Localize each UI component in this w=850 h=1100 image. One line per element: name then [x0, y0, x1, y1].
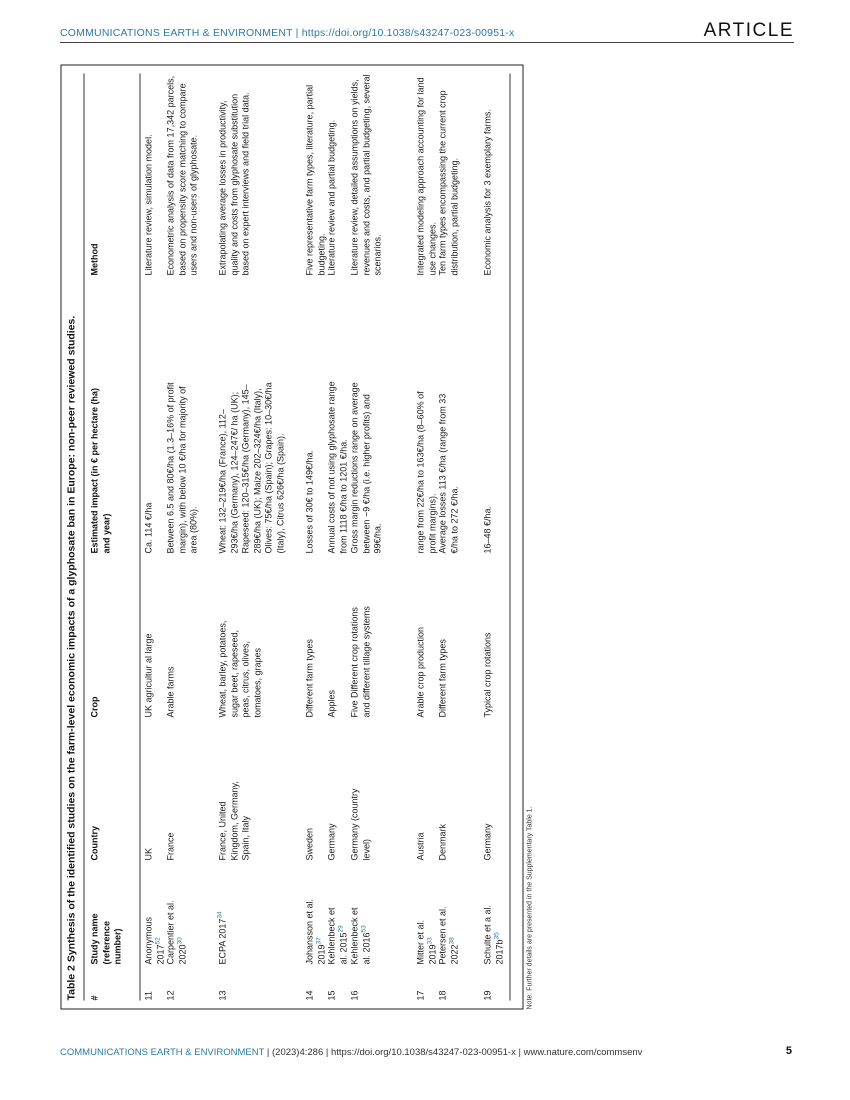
- reference-link[interactable]: 33: [425, 936, 433, 944]
- crop: Different farm types: [437, 638, 447, 717]
- column-header-study: Study name (reference number): [89, 912, 122, 964]
- reference-link[interactable]: 38: [447, 936, 455, 944]
- column-header-crop: Crop: [89, 696, 99, 717]
- country: Germany (country level): [349, 787, 371, 860]
- crop: Arable crop production: [415, 626, 425, 717]
- study-name: ECPA 2017$^{34}$: [216, 910, 227, 964]
- crop: Five Different crop rotations and different tillage systems: [349, 605, 371, 717]
- column-header-country: Country: [89, 825, 99, 860]
- crop: Typical crop rotations: [482, 631, 492, 717]
- footer-citation: | (2023)4:286 | https://doi.org/10.1038/s43247-023-00951-x | www.nature.com/commsenv: [264, 1047, 643, 1058]
- study-name: Kehlenbeck et al. 2016$^{53}$: [349, 906, 371, 964]
- column-header-impact: Estimated impact (in € per hectare (ha) and year): [89, 387, 111, 553]
- reference-link[interactable]: 37: [314, 936, 322, 944]
- estimated-impact: Losses of 30€ to 149€/ha.: [304, 449, 314, 553]
- study-name: Carpentier et al. 2020$^{30}$: [165, 899, 187, 964]
- study-name: Schulte et a al. 2017b$^{35}$: [482, 904, 504, 964]
- row-number: 14: [304, 989, 314, 1000]
- country: Austria: [415, 831, 425, 860]
- estimated-impact: Between 6.5 and 80€/ha (1.3–16% of profit margin), with below 10 €/ha for majority of area (80%).: [165, 381, 198, 553]
- method: Economic analysis for 3 exemplary farms.: [482, 108, 492, 275]
- method: Literature review, simulation model.: [143, 133, 153, 275]
- method: Extrapolating average losses in productivity, quality and costs from glyphosate substitution based on expert interviews and field trial data.: [217, 91, 250, 275]
- country: Denmark: [437, 823, 447, 860]
- estimated-impact: Gross margin reductions range on average between −9 €/ha (i.e. higher profits) and 99€/ha.: [349, 381, 382, 553]
- column-header-number: #: [89, 994, 99, 1000]
- table-rule-header: [139, 73, 140, 1000]
- footer-journal-line: [60, 1047, 642, 1058]
- method: Integrated modeling approach accounting for land use changes.: [415, 76, 437, 275]
- column-header-method: Method: [89, 243, 99, 275]
- estimated-impact: Wheat: 132–219€/ha (France), 112–293€/ha (Germany), 124–247€/ ha (UK); Rapeseed: 120–315€/ha (Germany), 145–289€/ha (UK); Maize 202–324€/ha (Italy), Olives: 75€/ha (Spain); Grapes: 10–30€/ha (Italy), Citrus 626€/ha (Spain).: [217, 381, 285, 553]
- header-journal-line: COMMUNICATIONS EARTH & ENVIRONMENT | https://doi.org/10.1038/s43247-023-00951-x: [60, 27, 515, 39]
- study-name: Kehlenbeck et al. 2015$^{29}$: [326, 906, 348, 964]
- row-number: 11: [143, 990, 153, 1000]
- estimated-impact: range from 22€/ha to 163€/ha (8–60% of profit margins).: [415, 390, 437, 553]
- row-number: 17: [415, 989, 425, 1000]
- row-number: 13: [217, 989, 227, 1000]
- method: Five representative farm types, literature, partial budgeting.: [304, 84, 326, 275]
- table-rule-bottom: [509, 73, 510, 1000]
- page-number: 5: [785, 1045, 792, 1057]
- table-rule-top: [83, 73, 84, 1000]
- article-label: ARTICLE: [703, 20, 794, 41]
- country: Germany: [326, 822, 336, 860]
- crop: Arable farms: [165, 665, 175, 717]
- reference-link[interactable]: 34: [216, 910, 223, 919]
- reference-link[interactable]: 35: [492, 931, 500, 939]
- header-rule: [60, 42, 794, 43]
- estimated-impact: Annual costs of not using glyphosate range from 1118 €/ha to 1201 €/ha.: [326, 380, 348, 553]
- method: Ten farm types encompassing the current crop distribution, partial budgeting.: [437, 89, 459, 275]
- crop: UK agricultur al large: [143, 632, 153, 717]
- row-number: 16: [349, 989, 359, 1000]
- crop: Apples: [326, 689, 336, 717]
- table-note: Note: Further details are presented in the Supplementary Table 1.: [526, 806, 533, 1009]
- country: France: [165, 831, 175, 860]
- method: Literature review and partial budgeting.: [326, 119, 336, 275]
- country: Germany: [482, 822, 492, 860]
- rotated-table-container: [60, 64, 548, 1025]
- row-number: 19: [482, 989, 492, 1000]
- country: Sweden: [304, 827, 314, 860]
- study-name: Johansson et al. 2019$^{37}$: [304, 898, 326, 964]
- estimated-impact: 16–48 €/ha.: [482, 505, 492, 553]
- row-number: 18: [437, 989, 447, 1000]
- estimated-impact: Ca. 114 €/ha: [143, 502, 153, 553]
- crop: Wheat, barley, potatoes, sugar beet, rapeseed, peas, citrus, olives, tomatoes, grapes: [217, 620, 262, 717]
- country: France, United Kingdom, Germany, Spain, Italy: [217, 780, 250, 860]
- table-caption: Table 2 Synthesis of the identified studies on the farm-level economic impacts of a glyphosate ban in Europe: non-peer reviewed studies.: [65, 315, 77, 1000]
- study-name: Mitter et al. 2019$^{33}$: [415, 919, 437, 964]
- method: Literature review, detailed assumptions on yields, revenues and costs, and partial budgeting, several scenarios.: [349, 73, 382, 275]
- reference-link[interactable]: 30: [175, 936, 183, 944]
- table-frame: [60, 64, 523, 1009]
- country: UK: [143, 847, 153, 860]
- study-name: Anonymous 2017$^{52}$: [143, 916, 165, 964]
- estimated-impact: Average losses 113 €/ha (range from 33 €/ha to 272 €/ha.: [437, 393, 459, 553]
- method: Econometric analysis of data from 17,342 parcels, based on propensity score matching to compare users and non-users of glyphosate.: [165, 75, 198, 275]
- crop: Different farm types: [304, 638, 314, 717]
- row-number: 15: [326, 989, 336, 1000]
- row-number: 12: [165, 989, 175, 1000]
- footer-journal-name: COMMUNICATIONS EARTH & ENVIRONMENT: [60, 1047, 265, 1058]
- reference-link[interactable]: 53: [359, 924, 367, 932]
- study-name: Petersen et al. 2022$^{38}$: [437, 905, 459, 964]
- reference-link[interactable]: 29: [336, 924, 344, 932]
- reference-link[interactable]: 52: [153, 936, 161, 944]
